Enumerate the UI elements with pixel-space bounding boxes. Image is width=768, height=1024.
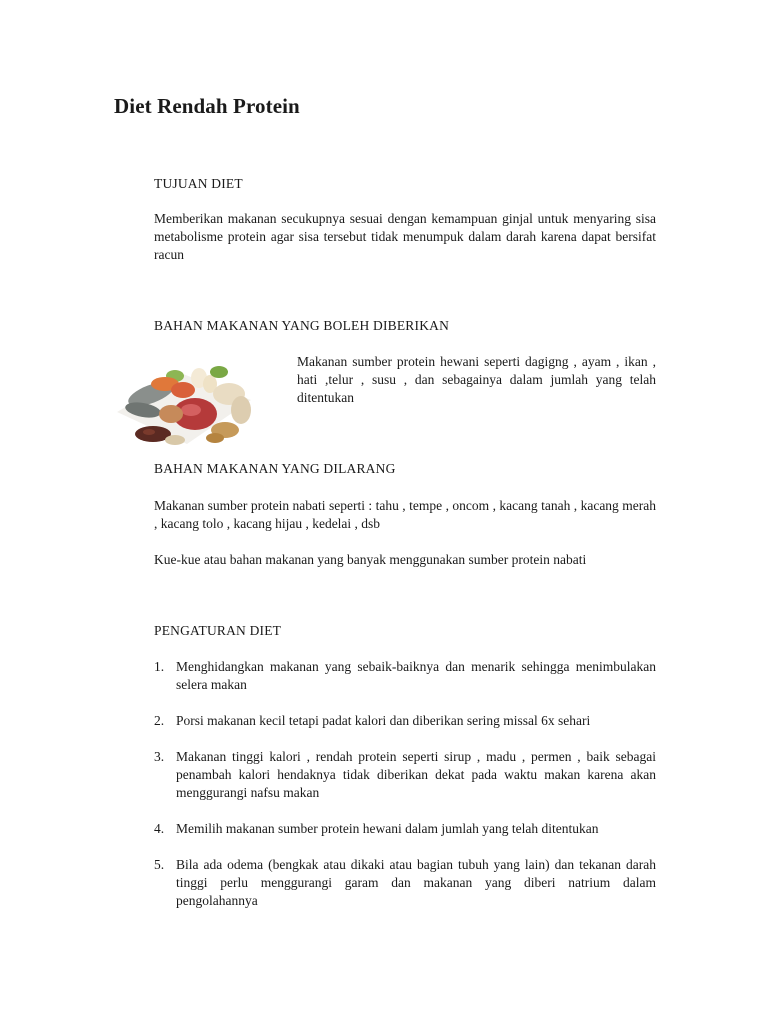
paragraph-tujuan-diet: Memberikan makanan secukupnya sesuai dengan kemampuan ginjal untuk menyaring sisa metabolisme protein agar sisa tersebut tidak menumpuk dalam darah karena dapat bersifat racun (154, 211, 656, 262)
list-item-text: Menghidangkan makanan yang sebaik-baiknya dan menarik sehingga menimbulakan selera makan (176, 659, 656, 692)
list-item (154, 658, 656, 694)
list-item (154, 748, 656, 802)
paragraph-dilarang-kue: Kue-kue atau bahan makanan yang banyak menggunakan sumber protein nabati (154, 552, 587, 567)
list-item-number: 4. (154, 821, 165, 836)
heading-tujuan-diet: TUJUAN DIET (154, 176, 243, 191)
heading-dilarang: BAHAN MAKANAN YANG DILARANG (154, 461, 396, 476)
paragraph-boleh-diberikan: Makanan sumber protein hewani seperti dagigng , ayam , ikan , hati ,telur , susu , dan sebagainya dalam jumlah yang telah ditentukan (297, 354, 656, 405)
protein-food-image (113, 352, 254, 458)
list-item-text: Memilih makanan sumber protein hewani dalam jumlah yang telah ditentukan (176, 821, 599, 836)
list-item-text: Makanan tinggi kalori , rendah protein seperti sirup , madu , permen , baik sebagai penambah kalori hendaknya tidak diberikan dekat pada waktu makan karena akan menggurangi nafsu makan (176, 749, 656, 800)
list-item-text: Bila ada odema (bengkak atau dikaki atau bagian tubuh yang lain) dan tekanan darah tinggi perlu menggurangi garam dan makanan yang diberi natrium dalam pengolahannya (176, 857, 656, 908)
list-item-number: 2. (154, 713, 165, 728)
heading-boleh-diberikan: BAHAN MAKANAN YANG BOLEH DIBERIKAN (154, 318, 450, 333)
list-item (154, 820, 656, 838)
list-item-number: 3. (154, 749, 165, 764)
list-item-number: 5. (154, 857, 165, 872)
list-item (154, 856, 656, 910)
list-item-number: 1. (154, 659, 165, 674)
list-item (154, 712, 656, 730)
list-item-text: Porsi makanan kecil tetapi padat kalori dan diberikan sering missal 6x sehari (176, 713, 591, 728)
heading-pengaturan-diet: PENGATURAN DIET (154, 623, 282, 638)
paragraph-dilarang-nabati: Makanan sumber protein nabati seperti : tahu , tempe , oncom , kacang tanah , kacang merah , kacang tolo , kacang hijau , kedelai , dsb (154, 498, 656, 531)
document-title: Diet Rendah Protein (114, 94, 300, 118)
